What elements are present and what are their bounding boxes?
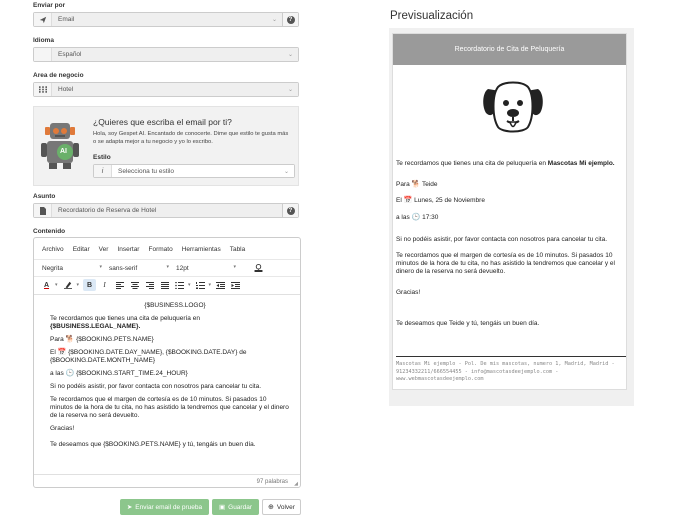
menu-herramientas[interactable]: Herramientas: [181, 246, 221, 253]
send-icon: [34, 13, 52, 26]
pet-line: Para 🐕 {$BOOKING.PETS.NAME}: [50, 336, 154, 343]
business-area-select[interactable]: Hotel ⌄: [52, 83, 298, 96]
send-test-email-button[interactable]: ➤ Enviar email de prueba: [120, 499, 209, 515]
ai-badge: AI: [60, 148, 67, 155]
intro-paragraph: Te recordamos que tienes una cita de peluquería en {$BUSINESS.LEGAL_NAME}.: [50, 315, 200, 330]
stamp-icon[interactable]: [252, 262, 265, 274]
font-family-dropdown[interactable]: sans-serif ▾: [109, 264, 169, 272]
dog-logo-icon: [480, 77, 546, 143]
chevron-down-icon: ▾: [233, 264, 236, 270]
logo-placeholder: {$BUSINESS.LOGO}: [144, 302, 206, 309]
clock-icon: 🕒: [411, 214, 421, 221]
time-line: a las 🕒 {$BOOKING.START_TIME.24_HOUR}: [50, 370, 188, 377]
wish-paragraph: Te deseamos que {$BOOKING.PETS.NAME} y tú, tengáis un buen día.: [50, 441, 256, 448]
chevron-down-icon: ▾: [99, 264, 102, 270]
preview-date-line: El 📅 Lunes, 25 de Noviembre: [396, 197, 485, 204]
document-icon: [34, 204, 52, 217]
ai-title: ¿Quieres que escriba el email por ti?: [93, 117, 232, 127]
text-color-icon[interactable]: A: [43, 281, 50, 289]
robot-icon: [39, 121, 81, 171]
language-field: [33, 47, 299, 62]
rich-text-editor: [33, 237, 301, 488]
chevron-down-icon: ⌄: [287, 87, 293, 93]
divider: [34, 474, 300, 475]
send-via-field: [33, 12, 299, 27]
info-icon: i: [94, 165, 112, 177]
menu-editar[interactable]: Editar: [72, 246, 90, 253]
word-count: 97 palabras: [256, 479, 288, 485]
language-prefix: [34, 48, 52, 61]
contact-paragraph: Si no podéis asistir, por favor contacta con nosotros para cancelar tu cita.: [50, 383, 262, 390]
preview-time-line: a las 🕒 17:30: [396, 214, 439, 221]
chevron-down-icon[interactable]: ▾: [208, 282, 212, 288]
format-toolbar: [42, 262, 267, 274]
grid-icon: [34, 83, 52, 96]
preview-margin: Te recordamos que el margen de cortesía es de 10 minutos. Si pasados 10 minutos de la hora de tu cita, no has asistido la tendremos que cancelar y el dinero de la reserva no será devuelto.: [396, 252, 615, 275]
style-select[interactable]: Selecciona tu estilo ⌄: [112, 165, 294, 177]
date-line: El 📅 {$BOOKING.DATE.DAY_NAME}, {$BOOKING.DATE.DAY} de {$BOOKING.DATE.MONTH_NAME}: [50, 349, 247, 364]
preview-thanks: Gracias!: [396, 289, 421, 296]
editor-menubar: [42, 246, 245, 253]
send-via-select[interactable]: Email ⌄: [52, 13, 282, 26]
align-justify-icon[interactable]: [158, 279, 171, 291]
clock-icon: 🕒: [65, 370, 75, 377]
back-button[interactable]: ⊕ Volver: [262, 499, 301, 515]
preview-intro: Te recordamos que tienes una cita de peluquería en Mascotas Mi ejemplo.: [396, 160, 615, 167]
send-via-help-button[interactable]: [282, 13, 298, 26]
chevron-down-icon: ⌄: [287, 52, 293, 58]
save-icon: ▣: [218, 504, 226, 511]
bold-icon[interactable]: B: [83, 279, 96, 291]
subject-input[interactable]: Recordatorio de Reserva de Hotel: [52, 204, 282, 217]
subject-help-button[interactable]: [282, 204, 298, 217]
thanks-paragraph: Gracias!: [50, 425, 75, 432]
editor-content[interactable]: [50, 302, 290, 454]
highlight-icon[interactable]: [62, 279, 75, 291]
chevron-down-icon[interactable]: ▾: [55, 282, 58, 288]
save-button[interactable]: ▣ Guardar: [212, 499, 259, 515]
style-toolbar: [40, 279, 244, 291]
preview-header: Recordatorio de Cita de Peluquería: [393, 34, 626, 65]
back-icon: ⊕: [268, 504, 274, 511]
style-field: [93, 164, 295, 178]
chevron-down-icon: ⌄: [271, 17, 277, 23]
ai-writer-panel: [33, 106, 299, 186]
content-label: Contenido: [33, 228, 66, 235]
chevron-down-icon: ⌄: [283, 169, 289, 175]
preview-title: Previsualización: [390, 10, 474, 22]
divider: [34, 259, 300, 260]
menu-archivo[interactable]: Archivo: [42, 246, 64, 253]
preview-contact: Si no podéis asistir, por favor contacta con nosotros para cancelar tu cita.: [396, 236, 608, 243]
block-format-dropdown[interactable]: Negrita ▾: [42, 264, 102, 272]
margin-paragraph: Te recordamos que el margen de cortesía es de 10 minutos. Si pasados 10 minutos de la hora de tu cita, no has asistido la tendremos que cancelar y el dinero de la reserva no será devuelto.: [50, 396, 289, 419]
help-icon: ?: [287, 207, 295, 215]
subject-label: Asunto: [33, 193, 56, 200]
menu-insertar[interactable]: Insertar: [117, 246, 140, 253]
resize-handle-icon[interactable]: ◢: [294, 481, 298, 487]
numbered-list-icon[interactable]: [194, 279, 207, 291]
align-center-icon[interactable]: [128, 279, 141, 291]
preview-wish: Te deseamos que Teide y tú, tengáis un buen día.: [396, 320, 540, 327]
ai-description: Hola, soy Gespet AI. Encantado de conocerte. Dime que estilo te gusta más o se adapta mejor a tu negocio y yo lo escribo.: [93, 131, 289, 145]
dog-emoji-icon: 🐕: [65, 336, 75, 343]
language-label: Idioma: [33, 37, 54, 44]
dog-emoji-icon: 🐕: [411, 181, 421, 188]
chevron-down-icon[interactable]: ▾: [76, 282, 80, 288]
outdent-icon[interactable]: [214, 279, 227, 291]
business-area-field: [33, 82, 299, 97]
font-size-dropdown[interactable]: 12pt ▾: [176, 264, 236, 272]
chevron-down-icon[interactable]: ▾: [188, 282, 191, 288]
preview-footer: Mascotas Mi ejemplo - Pol. De mis mascotas, numero 1, Madrid, Madrid - 91234332211/666554455 - info@mascotasdeejemplo.com - www.webmascotasdeejemplo.com: [396, 361, 615, 382]
subject-field: [33, 203, 299, 218]
italic-icon[interactable]: I: [103, 281, 106, 289]
calendar-icon: 📅: [403, 197, 413, 204]
send-via-label: Enviar por: [33, 2, 66, 9]
help-icon: ?: [287, 16, 295, 24]
chevron-down-icon: ▾: [166, 264, 169, 270]
menu-formato[interactable]: Formato: [148, 246, 173, 253]
preview-pet-line: Para 🐕 Teide: [396, 181, 438, 188]
indent-icon[interactable]: [229, 279, 242, 291]
business-area-label: Area de negocio: [33, 72, 84, 79]
align-left-icon[interactable]: [113, 279, 126, 291]
menu-ver[interactable]: Ver: [98, 246, 109, 253]
align-right-icon[interactable]: [143, 279, 156, 291]
preview-panel: [389, 28, 634, 406]
send-icon: ➤: [126, 504, 133, 511]
email-preview: [392, 33, 627, 390]
divider: [34, 276, 300, 277]
style-label: Estilo: [93, 154, 111, 161]
divider: [34, 294, 300, 295]
calendar-icon: 📅: [57, 349, 67, 356]
preview-footer-divider: [396, 356, 626, 357]
bullet-list-icon[interactable]: [173, 279, 186, 291]
menu-tabla[interactable]: Tabla: [229, 246, 246, 253]
language-select[interactable]: Español ⌄: [52, 48, 298, 61]
